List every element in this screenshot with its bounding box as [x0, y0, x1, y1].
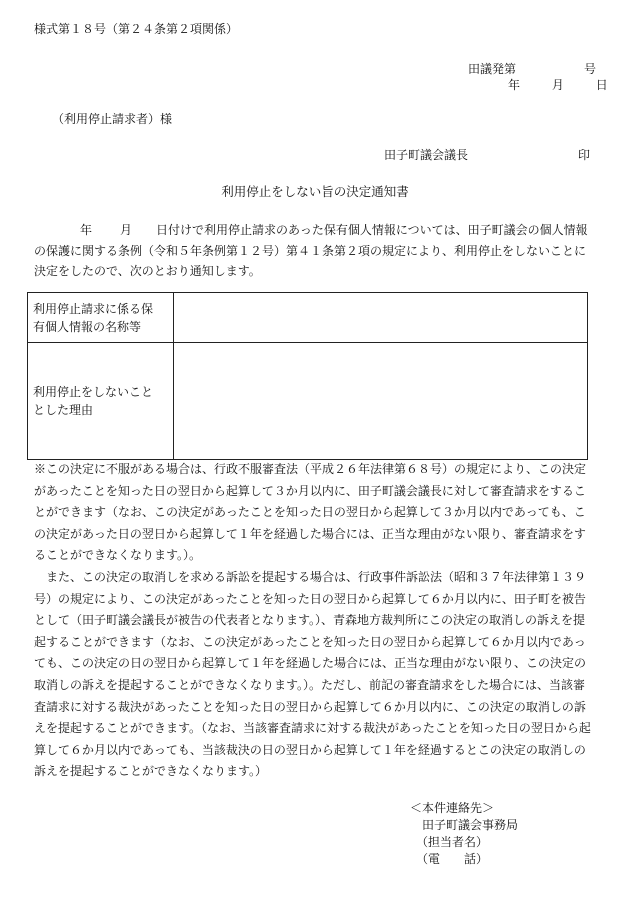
row1-value[interactable] — [174, 293, 588, 343]
intro-text: 日付けで利用停止請求のあった保有個人情報については、田子町議会の個人情報の保護に関する条例（令和５年条例第１２号）第４１条第２項の規定により、利用停止をしないことに決定をしたので、次のとおり通知します。 — [34, 223, 588, 278]
contact-office: 田子町議会事務局 — [422, 818, 519, 832]
date-year-label: 年 — [508, 78, 521, 92]
note-lawsuit: また、この決定の取消しを求める訴訟を提起する場合は、行政事件訴訟法（昭和３７年法律第１３９号）の規定により、この決定があったことを知った日の翌日から起算して６か月以内に、田子町を被告として（田子町議会議長が被告の代表者となります。）、青森地方裁判所にこの決定の取消しの訴えを提起することができます（なお、この決定があったことを知った日の翌日から起算して６か月以内であっても、この決定の日の翌日から起算して１年を経過した場合には、正当な理由がない限り、この決定の取消しの訴えを提起することができなくなります。）。ただし、前記の審査請求をした場合には、当該審査請求に対する裁決があったことを知った日の翌日から起算して６か月以内に、この決定の取消しの訴えを提起することができます。（なお、当該審査請求に対する裁決があったことを知った日の翌日から起算して６か月以内であっても、当該裁決の日の翌日から起算して１年を経過するとこの決定の取消しの訴えを提起することができなくなります。） — [34, 569, 591, 779]
addressee: （利用停止請求者）様 — [52, 112, 173, 126]
document-title: 利用停止をしない旨の決定通知書 — [221, 184, 409, 199]
info-table — [27, 292, 588, 460]
row2-value[interactable] — [174, 343, 588, 460]
notes-section — [34, 459, 594, 783]
row1-label-line1: 利用停止請求に係る保 — [33, 301, 154, 316]
seal-mark: 印 — [578, 148, 591, 162]
contact-heading: ＜本件連絡先＞ — [410, 801, 495, 815]
table-row — [28, 343, 588, 460]
row1-label — [28, 293, 174, 343]
row1-label-line2: 有個人情報の名称等 — [33, 319, 142, 334]
document-number — [468, 62, 596, 76]
document-number-prefix: 田議発第 — [468, 62, 517, 76]
row2-label-line2: とした理由 — [33, 403, 94, 417]
date-month-label: 月 — [551, 78, 564, 92]
contact-block — [410, 800, 518, 868]
document-date — [508, 78, 608, 92]
row2-label — [28, 343, 174, 460]
contact-phone: （電 話） — [416, 852, 489, 866]
note-review-request: ※この決定に不服がある場合は、行政不服審査法（平成２６年法律第６８号）の規定により、この決定があったことを知った日の翌日から起算して３か月以内に、田子町議会議長に対して審査請求をすることができます（なお、この決定があったことを知った日の翌日から起算して３か月以内であっても、この決定があった日の翌日から起算して１年を経過した場合には、正当な理由がない限り、審査請求をすることができなくなります。）。 — [34, 462, 587, 563]
contact-person: （担当者名） — [416, 835, 489, 849]
issuer: 田子町議会議長 — [384, 148, 469, 162]
intro-paragraph — [34, 220, 596, 282]
table-row — [28, 293, 588, 343]
document-number-suffix: 号 — [584, 62, 597, 76]
row2-label-line1: 利用停止をしないこと — [33, 385, 154, 399]
intro-year-label: 年 — [80, 223, 93, 237]
date-day-label: 日 — [595, 78, 608, 92]
intro-month-label: 月 — [120, 223, 133, 237]
form-number: 様式第１８号（第２４条第２項関係） — [34, 22, 239, 36]
